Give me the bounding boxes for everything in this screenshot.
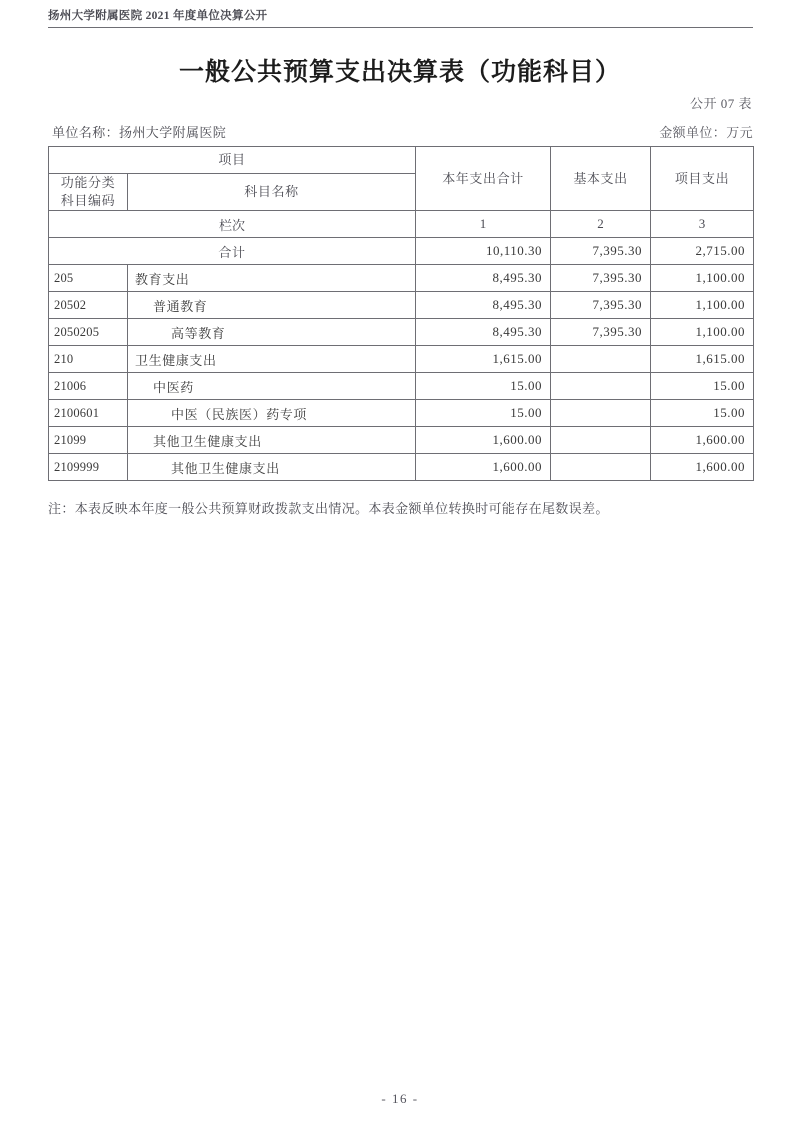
cell-basic-expenditure	[551, 400, 651, 427]
cell-project-expenditure: 15.00	[651, 373, 754, 400]
cell-basic-expenditure	[551, 346, 651, 373]
cell-total-expenditure: 8,495.30	[416, 265, 551, 292]
table-note: 注：本表反映本年度一般公共预算财政拨款支出情况。本表金额单位转换时可能存在尾数误差。	[48, 501, 609, 516]
cell-project-expenditure: 1,600.00	[651, 427, 754, 454]
cell-function-code: 21099	[49, 427, 128, 454]
amount-unit-label: 金额单位：万元	[659, 125, 753, 140]
subject-name-text: 其他卫生健康支出	[171, 460, 280, 476]
subject-name-text: 其他卫生健康支出	[153, 433, 262, 449]
rowno-2: 2	[551, 211, 651, 238]
total-row-basic: 7,395.30	[551, 238, 651, 265]
cell-function-code: 21006	[49, 373, 128, 400]
page-title: 一般公共预算支出决算表（功能科目）	[178, 58, 621, 86]
cell-subject-name	[128, 319, 416, 346]
cell-basic-expenditure	[551, 427, 651, 454]
table-row	[49, 265, 754, 292]
cell-subject-name	[128, 400, 416, 427]
running-header	[48, 8, 753, 28]
cell-total-expenditure: 15.00	[416, 400, 551, 427]
table-row	[49, 292, 754, 319]
table-header-row-1	[49, 147, 754, 174]
cell-function-code: 210	[49, 346, 128, 373]
subject-name-text: 教育支出	[135, 271, 190, 287]
cell-project-expenditure: 15.00	[651, 400, 754, 427]
table-row	[49, 427, 754, 454]
table-row	[49, 400, 754, 427]
cell-basic-expenditure: 7,395.30	[551, 292, 651, 319]
cell-function-code: 205	[49, 265, 128, 292]
unit-name-label: 单位名称：扬州大学附属医院	[52, 125, 227, 140]
table-row	[49, 346, 754, 373]
cell-total-expenditure: 1,600.00	[416, 427, 551, 454]
cell-function-code: 2050205	[49, 319, 128, 346]
header-project-expenditure: 项目支出	[651, 147, 754, 211]
cell-subject-name	[128, 292, 416, 319]
header-group-item: 项目	[49, 147, 416, 174]
cell-total-expenditure: 8,495.30	[416, 292, 551, 319]
cell-total-expenditure: 1,600.00	[416, 454, 551, 481]
meta-row	[48, 122, 753, 140]
cell-basic-expenditure	[551, 454, 651, 481]
cell-project-expenditure: 1,615.00	[651, 346, 754, 373]
cell-basic-expenditure	[551, 373, 651, 400]
page-number: - 16 -	[381, 1091, 419, 1106]
header-total-expenditure: 本年支出合计	[416, 147, 551, 211]
subject-name-text: 中医药	[153, 379, 194, 395]
table-row	[49, 454, 754, 481]
header-divider	[48, 27, 753, 28]
budget-expenditure-table	[48, 146, 754, 481]
subject-name-text: 中医（民族医）药专项	[171, 406, 308, 422]
table-row	[49, 319, 754, 346]
budget-expenditure-table-wrapper	[48, 146, 753, 481]
cell-function-code: 2100601	[49, 400, 128, 427]
cell-project-expenditure: 1,100.00	[651, 319, 754, 346]
total-row-label: 合计	[49, 238, 416, 265]
rowno-label: 栏次	[49, 211, 416, 238]
table-body	[49, 265, 754, 481]
header-function-code-line1: 功能分类	[60, 175, 116, 190]
cell-function-code: 2109999	[49, 454, 128, 481]
cell-function-code: 20502	[49, 292, 128, 319]
table-row	[49, 373, 754, 400]
cell-basic-expenditure: 7,395.30	[551, 265, 651, 292]
sheet-number: 公开 07 表	[689, 96, 752, 111]
total-row-project: 2,715.00	[651, 238, 754, 265]
cell-subject-name	[128, 454, 416, 481]
cell-project-expenditure: 1,100.00	[651, 292, 754, 319]
cell-total-expenditure: 8,495.30	[416, 319, 551, 346]
subject-name-text: 普通教育	[153, 298, 208, 314]
rowno-3: 3	[651, 211, 754, 238]
cell-project-expenditure: 1,600.00	[651, 454, 754, 481]
table-rowno-row	[49, 211, 754, 238]
cell-subject-name	[128, 373, 416, 400]
header-function-code-line2: 科目编码	[60, 193, 116, 208]
cell-subject-name	[128, 427, 416, 454]
cell-basic-expenditure: 7,395.30	[551, 319, 651, 346]
cell-subject-name	[128, 265, 416, 292]
subject-name-text: 卫生健康支出	[135, 352, 217, 368]
cell-subject-name	[128, 346, 416, 373]
subject-name-text: 高等教育	[171, 325, 226, 341]
cell-total-expenditure: 1,615.00	[416, 346, 551, 373]
header-basic-expenditure: 基本支出	[551, 147, 651, 211]
table-row-total	[49, 238, 754, 265]
cell-total-expenditure: 15.00	[416, 373, 551, 400]
header-subject-name: 科目名称	[128, 174, 416, 211]
cell-project-expenditure: 1,100.00	[651, 265, 754, 292]
total-row-total: 10,110.30	[416, 238, 551, 265]
header-function-code	[49, 174, 128, 211]
rowno-1: 1	[416, 211, 551, 238]
running-header-text: 扬州大学附属医院 2021 年度单位决算公开	[48, 10, 268, 22]
